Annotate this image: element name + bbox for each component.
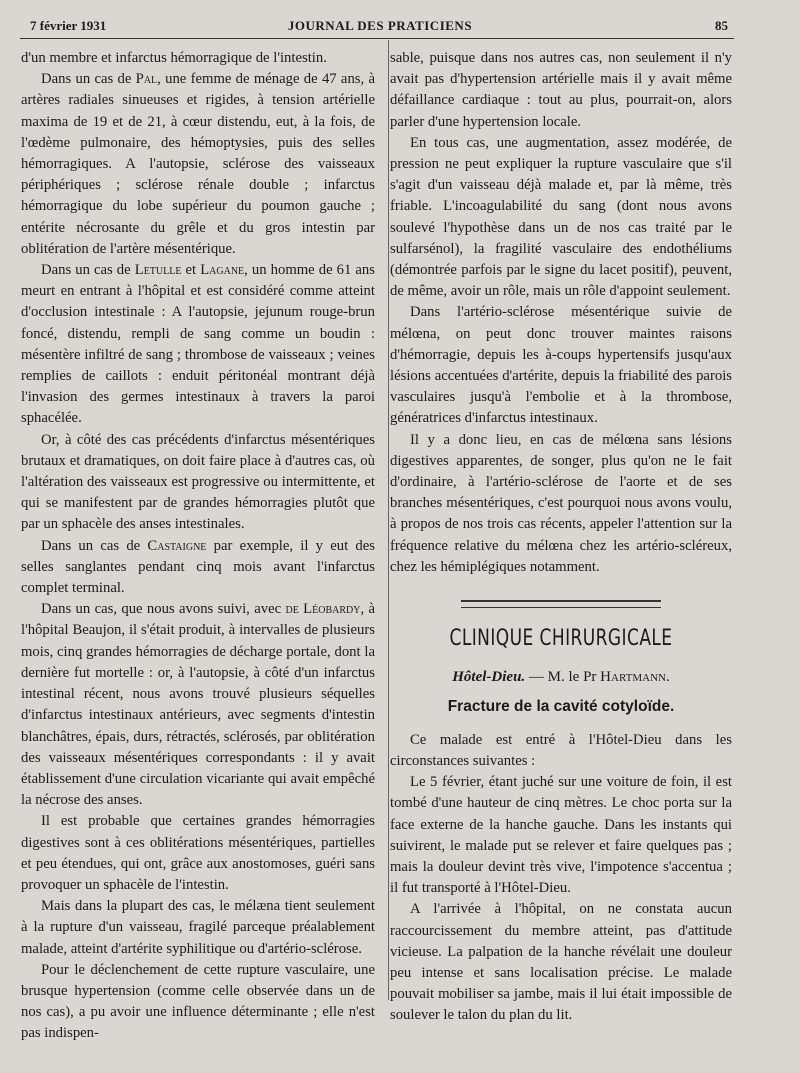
- author-name: Lagane: [200, 262, 245, 279]
- paragraph: [21, 599, 375, 811]
- text: — M. le Pr: [525, 669, 601, 686]
- paragraph: Il y a donc lieu, en cas de mélœna sans lésions digestives apparentes, de songer, plus qu'on ne le fait d'ordinaire, à l'artério-sclérose de l'aorte et de ses branches mésentériques, c'est pourquoi nous avons voulu, à propos de nos trois cas récents, appeler l'attention sur la fréquence relative du mélœna chez les artério-scléreux, chez les hémiplégiques notamment.: [390, 431, 732, 575]
- paragraph: A l'arrivée à l'hôpital, on ne constata aucun raccourcissement du membre atteint, pas d'attitude vicieuse. La palpation de la hanche révélait une douleur peu intense et sans localisation précise. Le malade pouvait mobiliser sa jambe, mais il lui était impossible de soulever le talon du plan du lit.: [390, 901, 732, 1024]
- text: Dans un cas de: [41, 537, 148, 554]
- left-column: [21, 48, 375, 1045]
- text: Dans un cas, que nous avons suivi, avec: [41, 601, 286, 618]
- lecture-byline: [390, 667, 732, 688]
- author-name: de Léobardy: [285, 601, 361, 618]
- paragraph: Or, à côté des cas précédents d'infarctus mésentériques brutaux et dramatiques, on doit faire place à d'autres cas, où l'altération des vaisseaux est progressive ou intermittente, et qui se manifestent par de grandes hémorragies plutôt que par un sphacèle des anses intestinales.: [21, 431, 375, 533]
- hospital-name: Hôtel-Dieu.: [452, 669, 526, 686]
- journal-title: JOURNAL DES PRATICIENS: [287, 18, 473, 33]
- paragraph: En tous cas, une augmentation, assez modérée, de pression ne peut expliquer la rupture vasculaire que s'il s'agit d'un vaisseau déjà malade et, par là même, très friable. L'incoagulabilité du sang (dont nous avons soulevé l'hypothèse dans un de nos cas traité par le sulfarsénol), la fragilité vasculaire des endothéliums (démontrée parfois par le signe du lacet positif), peuvent, de même, avoir un rôle, mais un rôle d'appoint seulement.: [390, 134, 732, 300]
- column-divider: [388, 40, 389, 1000]
- running-header: [30, 14, 730, 36]
- article-subtitle: Fracture de la cavité cotyloïde.: [447, 698, 675, 716]
- paragraph: [21, 536, 375, 600]
- author-name: Letulle: [134, 262, 182, 279]
- text: , un homme de 61 ans meurt en entrant à l'hôpital et est considéré comme atteint d'occlusion intestinale : A l'autopsie, jejunum rouge-brun foncé, distendu, rempli de sang comme un boudin : mésentère infiltré de sang ; thrombose de vaisseaux ; veines remplies de caillots : enduit péritonéal montrant déjà l'invasion des germes intestinaux à travers la paroi sphacélée.: [21, 262, 375, 427]
- paragraph: d'un membre et infarctus hémorragique de l'intestin.: [21, 50, 327, 66]
- lecturer-name: Hartmann: [600, 669, 666, 686]
- text: Dans un cas de: [41, 71, 136, 88]
- author-name: Castaigne: [147, 537, 207, 554]
- paragraph: Mais dans la plupart des cas, le mélæna tient seulement à la rupture d'un vaisseau, fragilé parceque préalablement malade, atteint d'artérite syphilitique ou d'artério-sclérose.: [21, 898, 375, 957]
- header-rule: [20, 38, 734, 39]
- paragraph: [21, 69, 375, 260]
- paragraph: Le 5 février, étant juché sur une voiture de foin, il est tombé d'une hauteur de cinq mètres. Le choc porta sur la face externe de la hanche gauche. Dans les instants qui suivirent, le malade put se relever et faire quelques pas ; mais la douleur devint très vive, l'impotence s'accentua ; il fut transporté à l'Hôtel-Dieu.: [390, 774, 732, 897]
- section-title: CLINIQUE CHIRURGICALE: [449, 626, 673, 652]
- issue-date: 7 février 1931: [30, 18, 107, 33]
- paragraph: Dans l'artério-sclérose mésentérique suivie de mélœna, on peut donc trouver maintes raisons d'hémorragie, depuis les à-coups hypertensifs jusqu'aux lésions accentuées d'artérite, depuis la friabilité des parois vasculaires jusqu'à l'embolie et à la thrombose, génératrices d'infarctus intestinaux.: [390, 304, 732, 427]
- text: et: [181, 262, 201, 279]
- paragraph: [21, 260, 375, 430]
- paragraph: Il est probable que certaines grandes hémorragies digestives sont à ces oblitérations mésentériques, partielles et peu étendues, qui ont, grâce aux anostomoses, guéri sans provoquer un sphacèle de l'intestin.: [21, 813, 375, 893]
- text: Dans un cas de: [41, 262, 135, 279]
- paragraph: Ce malade est entré à l'Hôtel-Dieu dans les circonstances suivantes :: [390, 731, 732, 769]
- text: par exemple, il y eut des selles sanglantes pendant cinq mois avant l'infarctus complet terminal.: [21, 537, 376, 597]
- author-name: Pal: [135, 71, 158, 88]
- text: , une femme de ménage de 47 ans, à artères radiales sinueuses et rigides, à tension artérielle maxima de 19 et de 21, à cœur distendu, eut, à la fois, de l'œdème pulmonaire, des hémoptysies, puis des selles hémorragiques. A l'autopsie, sclérose des vaisseaux périphériques ; sclérose rénale double ; infarctus hémorragique du lobe supérieur du poumon gauche ; entérite nécrosante du grêle et du gros intestin par oblitération de l'artère mésentérique.: [21, 71, 375, 257]
- section-separator: [461, 600, 661, 608]
- page-number: 85: [715, 18, 728, 33]
- text: , à l'hôpital Beaujon, il s'était produit, à intervalles de plusieurs mois, cinq grandes hémorragies de décharge portale, dont la dernière fut mortelle : or, à l'autopsie, à côté d'un infarctus intestinal récent, nous avons trouvé plusieurs séquelles d'infarctus intestinaux antérieurs, avec segments d'intestin blanchâtres, épais, durs, rétractés, sclérosés, par oblitération des vaisseaux mésentériques correspondants : il y avait établissement d'une circulation vicariante qui avait empêché la nécrose des anses.: [21, 601, 376, 809]
- text: .: [665, 669, 670, 686]
- paragraph: Pour le déclenchement de cette rupture vasculaire, une brusque hypertension (comme celle observée dans un de nos cas), a pu avoir une influence déterminante ; elle n'est pas indispen-: [21, 961, 375, 1042]
- right-column: [390, 48, 732, 1027]
- paragraph: sable, puisque dans nos autres cas, non seulement il n'y avait pas d'hypertension artérielle mais il y avait même défaillance cardiaque : tout au plus, pourrait-on, alors parler d'une hypertension locale.: [390, 50, 732, 130]
